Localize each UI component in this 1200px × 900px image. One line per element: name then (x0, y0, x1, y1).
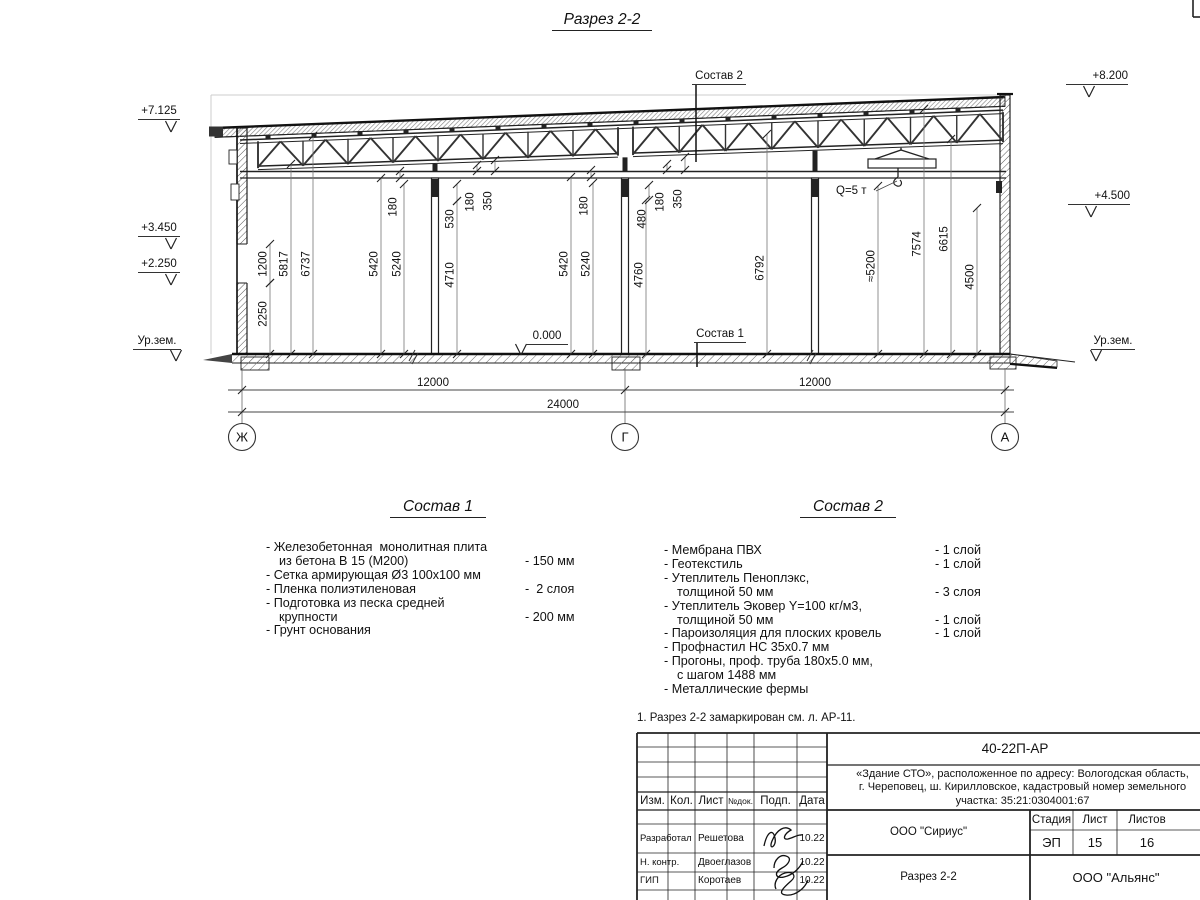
vertical-dimension-label: 5817 (278, 251, 291, 277)
titleblock-stage-header: Лист (1082, 814, 1108, 826)
composition-row (664, 641, 1004, 655)
composition-row (664, 558, 1004, 572)
titleblock-name: Решетова (698, 833, 744, 844)
composition-item-text: - Пароизоляция для плоских кровель (664, 626, 882, 641)
titleblock-column-header: Изм. (640, 795, 665, 807)
composition-item-text: - Утеплитель Пеноплэкс, (664, 570, 810, 585)
vertical-dimension-label: 5420 (368, 251, 381, 277)
composition-row (266, 541, 596, 555)
vertical-dimension-label: 180 (654, 192, 667, 212)
object-address-line3: участка: 35:21:0304001:67 (955, 794, 1090, 807)
composition-item-value: - 150 мм (525, 553, 575, 568)
contractor-org: ООО "Альянс" (1072, 870, 1160, 885)
vertical-dimension-label: 530 (444, 209, 457, 229)
composition1-list (266, 541, 596, 638)
composition-item-text: - Профнастил НС 35х0.7 мм (664, 640, 830, 655)
composition-item-value: - 3 слоя (935, 584, 981, 599)
titleblock-stage-header: Стадия (1031, 814, 1072, 826)
titleblock-name: Двоеглазов (698, 857, 752, 868)
titleblock-sheets-value: 16 (1139, 835, 1155, 850)
designer-org: ООО "Сириус" (889, 826, 968, 838)
axis-bubble: Г (621, 429, 629, 445)
vertical-dimension-label: 350 (482, 191, 495, 211)
composition-item-value: - 2 слоя (525, 581, 575, 596)
composition-row (664, 627, 1004, 641)
composition-item-text: - Железобетонная монолитная плита (266, 540, 488, 554)
titleblock-column-header: Кол. (670, 795, 693, 807)
composition-item-text: - Подготовка из песка средней (266, 595, 445, 610)
vertical-dimension-label: 6737 (300, 251, 313, 277)
composition-row (664, 586, 1004, 600)
composition-row (664, 655, 1004, 669)
composition-item-text: - Грунт основания (266, 623, 371, 638)
viewport-boundary (211, 95, 1010, 354)
titleblock-role: ГИП (640, 875, 659, 886)
composition-item-value: - 1 слой (935, 612, 982, 627)
composition2-title: Состав 2 (800, 498, 896, 518)
axis-bubble: А (1000, 429, 1010, 445)
drawing-title: Разрез 2-2 (552, 11, 652, 31)
composition-row (664, 669, 1004, 683)
composition-item-text: - Мембрана ПВХ (664, 543, 762, 557)
composition-row (664, 572, 1004, 586)
object-address-line1: «Здание СТО», расположенное по адресу: Вологодская область, (856, 768, 1189, 780)
titleblock-date: 10.22 (799, 875, 825, 886)
titleblock-date: 10.22 (799, 857, 825, 868)
elevation-label: +8.200 (1066, 69, 1128, 85)
span-dimension: 12000 (417, 377, 449, 389)
composition-item-value: - 200 мм (525, 609, 575, 624)
composition-row (266, 597, 596, 611)
vertical-dimension-label: 4500 (964, 264, 977, 290)
overall-dimension: 24000 (547, 399, 579, 411)
vertical-dimension-label: 2250 (257, 301, 270, 327)
vertical-dimension-label: 350 (672, 189, 685, 209)
composition-row (266, 611, 596, 625)
axis-bubble: Ж (235, 429, 249, 445)
titleblock-stage-value: ЭП (1042, 835, 1061, 850)
composition-row (664, 544, 1004, 558)
sostav1-ref-label: Состав 1 (694, 327, 746, 343)
vertical-dimension-label: 6615 (938, 226, 951, 252)
composition-row (664, 600, 1004, 614)
vertical-dimension-label: ≈5200 (865, 250, 878, 282)
crane-capacity-label: Q=5 т (836, 185, 867, 197)
composition-item-text: - Прогоны, проф. труба 180х5.0 мм, (664, 654, 873, 669)
span-dimension: 12000 (799, 377, 831, 389)
vertical-dimension-label: 5240 (391, 251, 404, 277)
elevation-label: Ур.зем. (1091, 334, 1135, 350)
composition2-list (664, 544, 1004, 697)
sostav2-ref-label: Состав 2 (692, 69, 746, 85)
titleblock-sheet-value: 15 (1087, 835, 1103, 850)
vertical-dimension-label: 7574 (911, 231, 924, 257)
drawing-name-cell: Разрез 2-2 (900, 871, 957, 883)
composition1-title: Состав 1 (390, 498, 486, 518)
elevation-label: +7.125 (138, 104, 180, 120)
titleblock-stage-header: Листов (1128, 814, 1166, 826)
composition-item-value: - 1 слой (935, 556, 982, 571)
composition-row (266, 624, 596, 638)
vertical-dimension-label: 5240 (580, 251, 593, 277)
elevation-label: +2.250 (138, 257, 180, 273)
composition-row (266, 583, 596, 597)
vertical-dimension-label: 1200 (257, 251, 270, 277)
composition-item-text: - Геотекстиль (664, 556, 743, 571)
composition-row (266, 555, 596, 569)
composition-row (664, 683, 1004, 697)
composition-item-text: толщиной 50 мм (677, 584, 774, 599)
vertical-dimension-label: 6792 (754, 255, 767, 281)
vertical-dimension-label: 5420 (558, 251, 571, 277)
elevation-label: +3.450 (138, 221, 180, 237)
titleblock-column-header: Дата (799, 795, 825, 807)
composition-item-text: - Утеплитель Эковер Y=100 кг/м3, (664, 598, 862, 613)
composition-item-text: - Пленка полиэтиленовая (266, 581, 416, 596)
composition-item-text: - Сетка армирующая Ø3 100х100 мм (266, 567, 481, 582)
doc-number: 40-22П-АР (981, 741, 1049, 756)
titleblock-name: Коротаев (698, 875, 742, 886)
composition-item-text: с шагом 1488 мм (677, 668, 777, 683)
composition-row (266, 569, 596, 583)
composition-item-text: толщиной 50 мм (677, 612, 774, 627)
vertical-dimension-label: 480 (636, 209, 649, 229)
composition-item-text: из бетона В 15 (М200) (279, 553, 409, 568)
composition-item-value: - 1 слой (935, 543, 982, 557)
vertical-dimension-label: 4710 (444, 262, 457, 288)
titleblock-column-header: Лист (698, 795, 724, 807)
composition-item-text: крупности (279, 609, 338, 624)
titleblock-date: 10.22 (799, 833, 825, 844)
object-address (830, 768, 1200, 808)
note: 1. Разрез 2-2 замаркирован см. л. АР-11. (637, 712, 856, 724)
composition-row (664, 614, 1004, 628)
composition-item-text: - Металлические фермы (664, 682, 809, 697)
zero-level-label: 0.000 (526, 329, 568, 345)
vertical-dimension-label: 4760 (633, 262, 646, 288)
object-address-line2: г. Череповец, ш. Кирилловское, кадастровый номер земельного (858, 781, 1187, 794)
vertical-dimension-label: 180 (387, 197, 400, 217)
titleblock-role: Н. контр. (640, 857, 680, 868)
elevation-label: Ур.зем. (133, 334, 181, 350)
titleblock-column-header: Подп. (760, 795, 791, 807)
elevation-label: +4.500 (1068, 189, 1130, 205)
vertical-dimension-label: 180 (578, 196, 591, 216)
titleblock-role: Разработал (640, 833, 692, 844)
composition-item-value: - 1 слой (935, 626, 982, 641)
vertical-dimension-label: 180 (464, 192, 477, 212)
titleblock-column-header: №док. (728, 796, 753, 806)
